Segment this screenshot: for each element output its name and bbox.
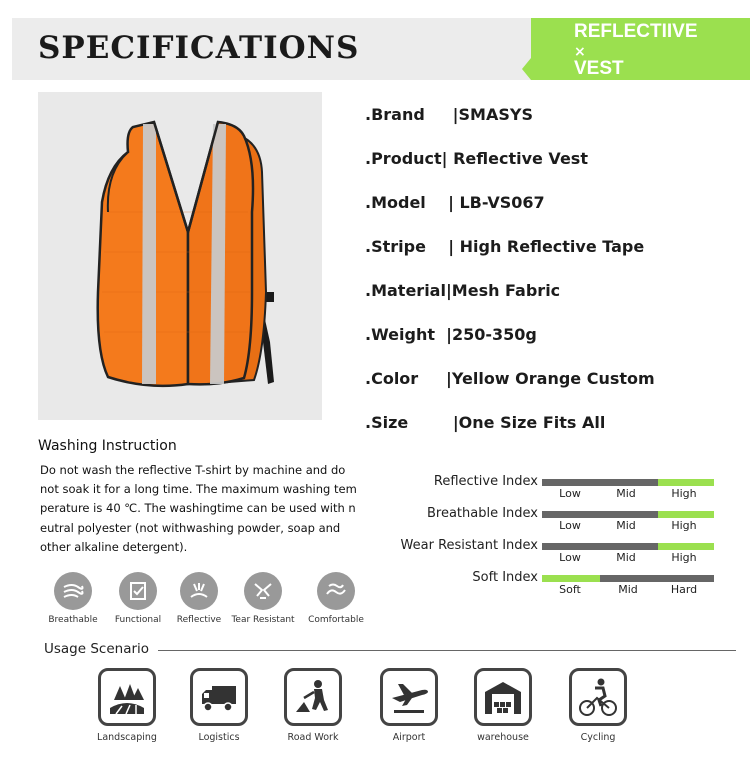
truck-icon: [190, 668, 248, 726]
spec-size: .Size |One Size Fits All: [365, 412, 606, 432]
tick-label: Soft: [559, 583, 581, 596]
feature-label: Breathable: [48, 615, 98, 625]
tear-resistant-icon: [244, 572, 282, 610]
spec-list: [365, 92, 735, 444]
spec-stripe: .Stripe | High Reflective Tape: [365, 236, 645, 256]
badge-line-1: REFLECTIIVE: [574, 21, 698, 42]
airplane-icon: [380, 668, 438, 726]
product-badge: [531, 18, 750, 80]
breathable-index: [380, 504, 730, 534]
usage-label: Cycling: [580, 732, 616, 743]
usage-cycling: [551, 668, 645, 743]
orange-vest-icon: [38, 92, 322, 420]
tick-label: Mid: [618, 583, 638, 596]
feature-label: Comfortable: [308, 615, 364, 625]
tick-label: High: [671, 519, 697, 532]
spec-product: .Product| Reflective Vest: [365, 148, 588, 168]
usage-logistics: [172, 668, 266, 743]
feature-comfortable: [301, 572, 371, 625]
tick-label: Low: [559, 519, 581, 532]
warehouse-icon: [474, 668, 532, 726]
spec-brand: .Brand |SMASYS: [365, 104, 533, 124]
index-bar: [542, 575, 714, 582]
feature-functional: [103, 572, 173, 625]
feature-label: Reflective: [176, 615, 222, 625]
cyclist-icon: [569, 668, 627, 726]
index-label: Soft Index: [472, 570, 538, 585]
washing-line: other alkaline detergent).: [40, 539, 188, 554]
spec-model: .Model | LB-VS067: [365, 192, 545, 212]
tick-label: Mid: [616, 519, 636, 532]
washing-title: Washing Instruction: [38, 438, 177, 454]
index-bar: [542, 511, 714, 518]
index-bar: [542, 479, 714, 486]
soft-index: [380, 568, 730, 598]
trees-icon: [98, 668, 156, 726]
feature-reflective: [164, 572, 234, 625]
badge-separator: ×: [574, 44, 586, 60]
road-worker-icon: [284, 668, 342, 726]
page-title: SPECIFICATIONS: [38, 30, 360, 66]
product-photo: [38, 92, 322, 420]
index-level-high: [658, 543, 714, 550]
feature-breathable: [38, 572, 108, 625]
washing-line: eutral polyester (not withwashing powder, soap and: [40, 520, 341, 535]
usage-label: Logistics: [198, 732, 240, 743]
feature-tear-resistant: [228, 572, 298, 625]
tick-label: Mid: [616, 487, 636, 500]
tick-label: High: [671, 487, 697, 500]
tick-label: Low: [559, 551, 581, 564]
feature-icons: [40, 572, 370, 630]
index-level-high: [658, 511, 714, 518]
usage-road-work: [266, 668, 360, 743]
tick-label: Hard: [670, 583, 698, 596]
feature-label: Functional: [114, 615, 162, 625]
header-banner: [12, 18, 738, 80]
wear-resistant-index: [380, 536, 730, 566]
washing-text: [40, 461, 370, 557]
reflective-icon: [180, 572, 218, 610]
tick-label: High: [671, 551, 697, 564]
tick-label: Mid: [616, 551, 636, 564]
usage-label: Road Work: [287, 732, 339, 743]
usage-label: Landscaping: [97, 732, 157, 743]
index-label: Reflective Index: [433, 474, 538, 489]
spec-weight: .Weight |250-350g: [365, 324, 537, 344]
spec-color: .Color |Yellow Orange Custom: [365, 368, 655, 388]
usage-scenarios: [80, 668, 720, 748]
usage-title: Usage Scenario: [44, 641, 153, 657]
usage-warehouse: [456, 668, 550, 743]
washing-line: not soak it for a long time. The maximum washing tem: [40, 482, 357, 497]
feature-label: Tear Resistant: [231, 615, 295, 625]
usage-airport: [362, 668, 456, 743]
badge-line-2: VEST: [574, 58, 624, 79]
wind-icon: [54, 572, 92, 610]
tick-label: Low: [559, 487, 581, 500]
usage-landscaping: [80, 668, 174, 743]
washing-line: perature is 40 ℃. The washingtime can be used with n: [40, 501, 356, 516]
spec-material: .Material|Mesh Fabric: [365, 280, 561, 300]
reflective-index: [380, 472, 730, 502]
usage-label: warehouse: [477, 732, 529, 743]
index-level-high: [658, 479, 714, 486]
washing-line: Do not wash the reflective T-shirt by machine and do: [40, 463, 346, 477]
usage-label: Airport: [392, 732, 426, 743]
function-icon: [119, 572, 157, 610]
index-label: Wear Resistant Index: [400, 538, 538, 553]
usage-divider: [158, 650, 736, 651]
index-level-soft: [542, 575, 600, 582]
index-bar: [542, 543, 714, 550]
index-label: Breathable Index: [426, 506, 538, 521]
comfortable-icon: [317, 572, 355, 610]
